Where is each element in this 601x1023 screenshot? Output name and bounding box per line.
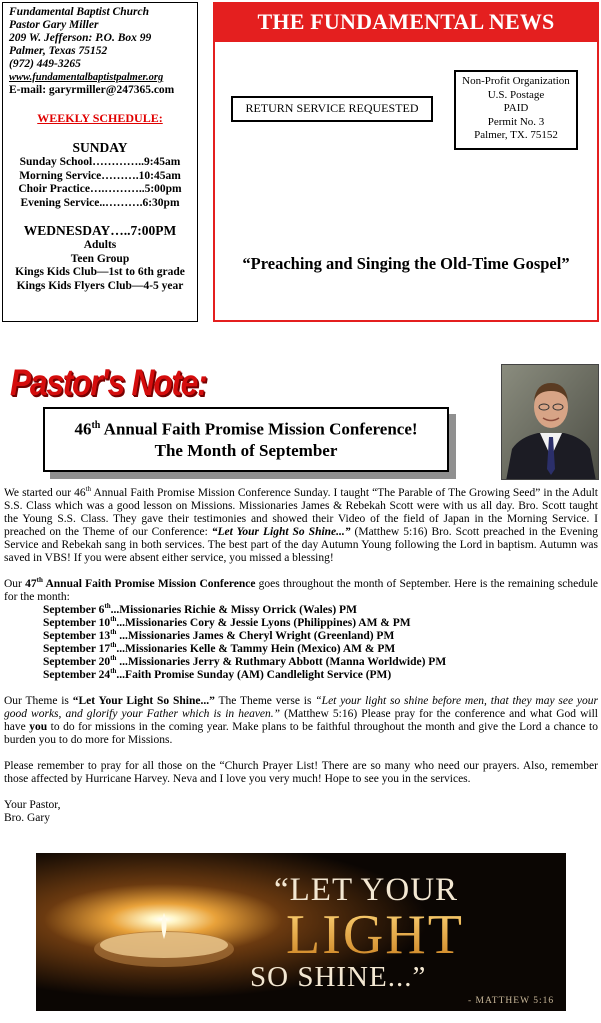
newsletter-header-box — [213, 2, 599, 322]
postage-line: Non-Profit Organization — [462, 75, 570, 87]
newsletter-slogan: “Preaching and Singing the Old-Time Gospel” — [242, 254, 570, 273]
church-phone: (972) 449-3265 — [9, 58, 81, 70]
wednesday-item: Teen Group — [70, 252, 130, 265]
weekly-schedule-title: WEEKLY SCHEDULE: — [37, 111, 163, 125]
conference-schedule-list — [43, 604, 598, 682]
church-website-link[interactable]: www.fundamentalbaptistpalmer.org — [9, 72, 164, 83]
wednesday-item: Adults — [83, 239, 117, 251]
church-city: Palmer, Texas 75152 — [9, 45, 108, 57]
svg-text:- MATTHEW 5:16: - MATTHEW 5:16 — [468, 996, 555, 1006]
pastors-note-title: Pastor's Note: — [10, 362, 207, 403]
signature-name: Bro. Gary — [4, 812, 50, 824]
church-email[interactable]: E-mail: garyrmiller@247365.com — [9, 84, 175, 96]
sunday-item: Sunday School…………..9:45am — [19, 156, 181, 168]
conference-subtitle: The Month of September — [154, 440, 338, 460]
wednesday-heading: WEDNESDAY…..7:00PM — [23, 223, 177, 238]
postage-line: PAID — [503, 102, 529, 114]
list-item: September 6th...Missionaries Richie & Missy Orrick (Wales) PM — [43, 602, 357, 616]
church-name: Fundamental Baptist Church — [9, 6, 149, 18]
list-item: September 17th...Missionaries Kelle & Tammy Hein (Mexico) AM & PM — [43, 641, 396, 655]
paragraph-theme: Our Theme is “Let Your Light So Shine...” The Theme verse is “Let your light so shine before men, that they may see your good works, and glorify your Father which is in heaven.” (Matthew 5:16) Please pray for the conference and what God will have you to do for missions in the coming year. Make plans to be faithful throughout the month and give the Lord a chance to burden you to do more for Missions. — [4, 695, 599, 746]
list-item: September 24th...Faith Promise Sunday (AM) Candlelight Service (PM) — [43, 667, 392, 681]
postage-box — [454, 70, 578, 150]
pastor-name: Pastor Gary Miller — [9, 19, 99, 31]
return-service-box: RETURN SERVICE REQUESTED — [231, 96, 433, 122]
sunday-item: Morning Service……….10:45am — [19, 169, 181, 182]
let-your-light-image — [36, 853, 566, 1011]
sunday-item: Evening Service..……….6:30pm — [20, 196, 180, 209]
pastors-note-body — [4, 487, 598, 825]
postage-line: Palmer, TX. 75152 — [474, 129, 558, 141]
conference-box — [43, 407, 449, 472]
church-address: 209 W. Jefferson: P.O. Box 99 — [9, 32, 152, 44]
candle-icon — [36, 853, 566, 1011]
svg-text:“LET YOUR: “LET YOUR — [274, 872, 459, 908]
postage-line: Permit No. 3 — [487, 115, 545, 128]
conference-title: 46th Annual Faith Promise Mission Conference! — [74, 419, 418, 439]
list-item: September 20th ...Missionaries Jerry & Ruthmary Abbott (Manna Worldwide) PM — [43, 654, 447, 668]
pastor-portrait-icon — [502, 365, 599, 480]
paragraph-prayer-request: Please remember to pray for all those on the “Church Prayer List! There are so many who need our prayers. Also, remember those affected by Hurricane Harvey. Neva and I love you very much! Hope to see you in the services. — [4, 760, 598, 785]
postage-line: U.S. Postage — [487, 88, 545, 101]
svg-text:LIGHT: LIGHT — [286, 904, 464, 966]
pastor-photo — [501, 364, 599, 480]
paragraph-conference-recap: We started our 46th Annual Faith Promise Mission Conference Sunday. I taught “The Parable of The Growing Seed” in the Adult S.S. Class which was a good lesson on Missions. Missionaries James & Rebekah Scott were with us all day. Bro. Scott taught the Young S.S. Class. They gave their testimonies and showed their Video of the field of Japan in the Morning Service. I preached on the Theme of our Conference: “Let Your Light So Shine...” (Matthew 5:16) Bro. Scott preached in the Evening Service and Rebekah sang in both services. The best part of the day Autumn Young following the Lord in baptism. Autumn was saved in VBS! If you were absent either service, you missed a blessing! — [4, 485, 598, 564]
wednesday-item: Kings Kids Flyers Club—4-5 year — [16, 279, 184, 292]
sunday-heading: SUNDAY — [72, 140, 128, 155]
church-info-box — [2, 2, 198, 322]
list-item: September 10th...Missionaries Cory & Jessie Lyons (Philippines) AM & PM — [43, 615, 411, 629]
wednesday-item: Kings Kids Club—1st to 6th grade — [15, 266, 185, 278]
newsletter-banner: THE FUNDAMENTAL NEWS — [215, 4, 597, 42]
closing-line: Your Pastor, — [4, 799, 61, 811]
sunday-item: Choir Practice….………..5:00pm — [18, 183, 182, 195]
svg-text:SO SHINE...”: SO SHINE...” — [250, 961, 427, 993]
list-item: September 13th ...Missionaries James & Cheryl Wright (Greenland) PM — [43, 628, 395, 642]
paragraph-schedule-intro: Our 47th Annual Faith Promise Mission Conference goes throughout the month of September. Here is the remaining schedule for the month: — [4, 576, 599, 603]
